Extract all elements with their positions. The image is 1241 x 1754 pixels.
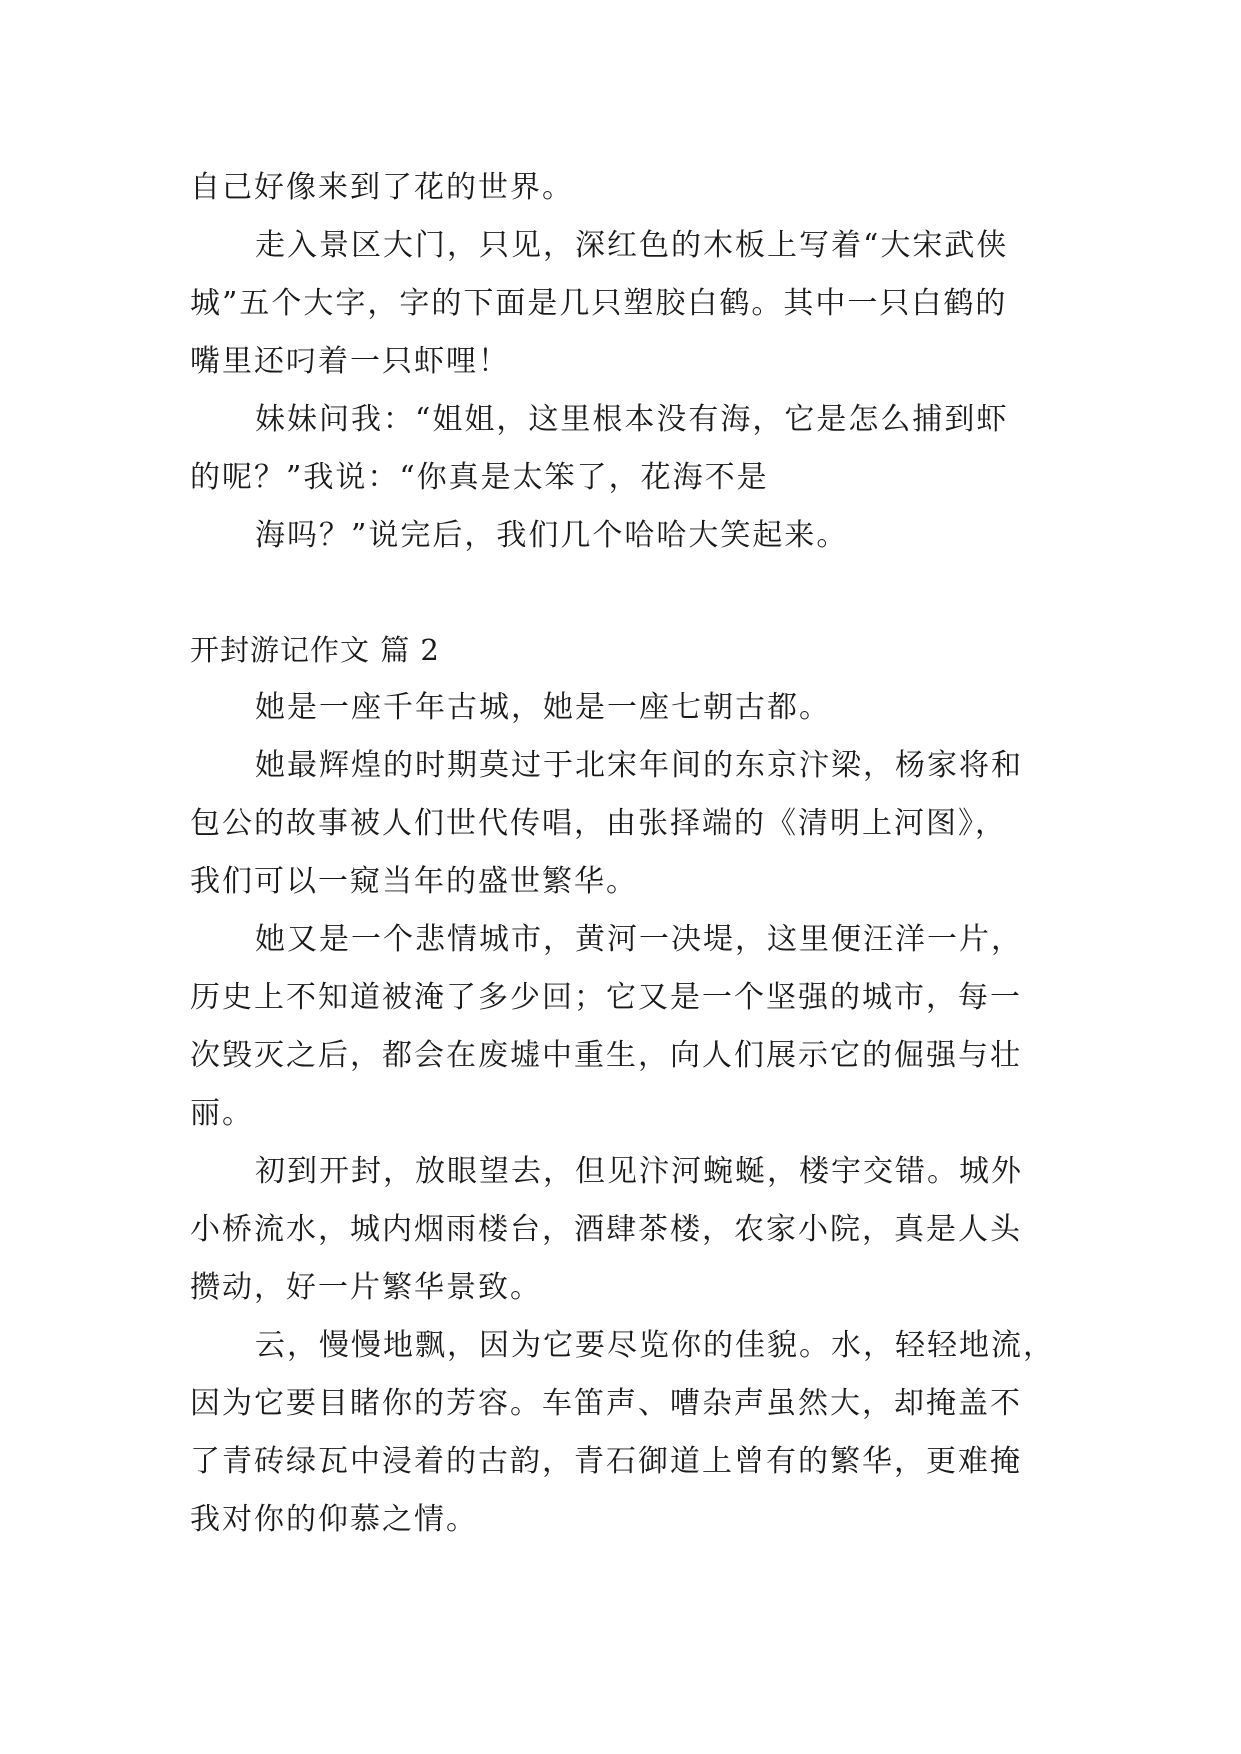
paragraph-start-line: 海吗？”说完后，我们几个哈哈大笑起来。 xyxy=(255,518,849,553)
text-line: 次毁灭之后，都会在废墟中重生，向人们展示它的倔强与壮 xyxy=(190,1038,1022,1073)
text-line: 我们可以一窥当年的盛世繁华。 xyxy=(190,864,638,899)
text-line: 城”五个大字，字的下面是几只塑胶白鹤。其中一只白鹤的 xyxy=(190,286,1008,321)
paragraph-start-line: 初到开封，放眼望去，但见汴河蜿蜒，楼宇交错。城外 xyxy=(255,1154,1023,1189)
paragraph-start-line: 云，慢慢地飘，因为它要尽览你的佳貌。水，轻轻地流， xyxy=(255,1328,1055,1363)
text-line: 自己好像来到了花的世界。 xyxy=(190,170,574,205)
text-line: 的呢？”我说：“你真是太笨了，花海不是 xyxy=(190,460,769,495)
paragraph-start-line: 妹妹问我：“姐姐，这里根本没有海，它是怎么捕到虾 xyxy=(255,402,1009,437)
section-title: 开封游记作文 篇 2 xyxy=(190,633,440,667)
paragraph-start-line: 她最辉煌的时期莫过于北宋年间的东京汴梁，杨家将和 xyxy=(255,748,1023,783)
text-line: 我对你的仰慕之情。 xyxy=(190,1502,478,1537)
text-line: 了青砖绿瓦中浸着的古韵，青石御道上曾有的繁华，更难掩 xyxy=(190,1444,1022,1479)
text-line: 嘴里还叼着一只虾哩！ xyxy=(190,344,510,379)
paragraph-start-line: 走入景区大门，只见，深红色的木板上写着“大宋武侠 xyxy=(255,228,1009,263)
text-line: 丽。 xyxy=(190,1096,254,1131)
text-line: 攒动，好一片繁华景致。 xyxy=(190,1270,542,1305)
text-line: 包公的故事被人们世代传唱，由张择端的《清明上河图》， xyxy=(190,806,1007,841)
text-line: 历史上不知道被淹了多少回；它又是一个坚强的城市，每一 xyxy=(190,980,1022,1015)
paragraph-start-line: 她是一座千年古城，她是一座七朝古都。 xyxy=(255,690,831,725)
text-line: 因为它要目睹你的芳容。车笛声、嘈杂声虽然大，却掩盖不 xyxy=(190,1386,1022,1421)
paragraph-start-line: 她又是一个悲情城市，黄河一决堤，这里便汪洋一片， xyxy=(255,922,1023,957)
text-line: 小桥流水，城内烟雨楼台，酒肆茶楼，农家小院，真是人头 xyxy=(190,1212,1022,1247)
